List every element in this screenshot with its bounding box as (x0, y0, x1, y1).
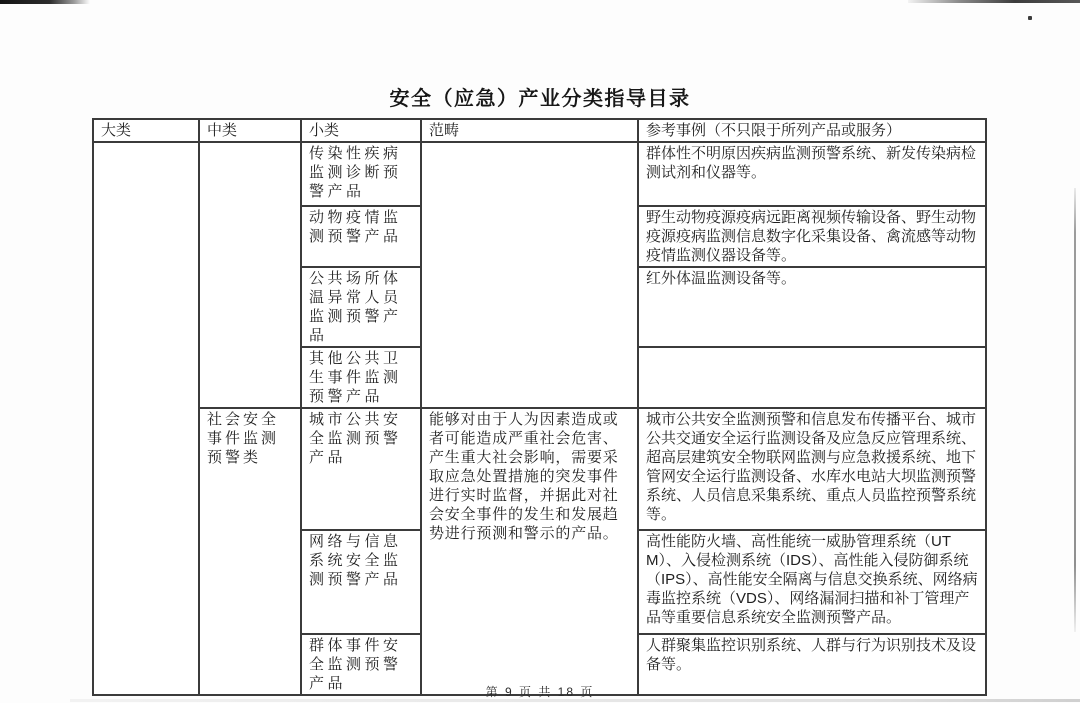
page-title: 安全（应急）产业分类指导目录 (389, 88, 691, 110)
cell-middle-category: 社会安全事件监测预警类 (199, 408, 301, 695)
cell-scope-empty (421, 142, 638, 408)
column-header-middle-category: 中类 (199, 119, 301, 142)
scan-artifact-top-left (0, 0, 90, 4)
cell-examples: 野生动物疫源疫病远距离视频传输设备、野生动物疫源疫病监测信息数字化采集设备、禽流感等动物疫情监测仪器设备等。 (638, 206, 986, 267)
scan-artifact-top-right (908, 0, 1080, 3)
page-number: 第 9 页 共 18 页 (485, 685, 595, 699)
cell-examples: 红外体温监测设备等。 (638, 267, 986, 347)
cell-examples: 群体性不明原因疾病监测预警系统、新发传染病检测试剂和仪器等。 (638, 142, 986, 206)
cell-examples: 人群聚集监控识别系统、人群与行为识别技术及设备等。 (638, 634, 986, 695)
column-header-sub-category: 小类 (301, 119, 421, 142)
cell-sub-category: 公共场所体温异常人员监测预警产品 (301, 267, 421, 347)
cell-examples: 城市公共安全监测预警和信息发布传播平台、城市公共交通安全运行监测设备及应急反应管理系统、超高层建筑安全物联网监测与应急救援系统、地下管网安全运行监测设备、水库水电站大坝监测预警系统、人员信息采集系统、重点人员监控预警系统等。 (638, 408, 986, 530)
classification-table (92, 118, 987, 696)
table-header-row (93, 119, 986, 142)
scan-page-edge-line (1074, 188, 1076, 632)
cell-major-category (93, 142, 199, 695)
cell-examples (638, 347, 986, 408)
table-row (93, 142, 986, 206)
cell-middle-category-empty (199, 142, 301, 408)
cell-sub-category: 网络与信息系统安全监测预警产品 (301, 530, 421, 634)
cell-sub-category: 其他公共卫生事件监测预警产品 (301, 347, 421, 408)
scan-speck (1028, 16, 1032, 20)
column-header-scope: 范畴 (421, 119, 638, 142)
column-header-major-category: 大类 (93, 119, 199, 142)
cell-scope: 能够对由于人为因素造成或者可能造成严重社会危害、产生重大社会影响，需要采取应急处置措施的突发事件进行实时监督，并据此对社会安全事件的发生和发展趋势进行预测和警示的产品。 (421, 408, 638, 695)
table-row (93, 408, 986, 530)
cell-examples: 高性能防火墙、高性能统一威胁管理系统（UTM）、入侵检测系统（IDS）、高性能入侵防御系统（IPS）、高性能安全隔离与信息交换系统、网络病毒监控系统（VDS）、网络漏洞扫描和补丁管理产品等重要信息系统安全监测预警产品。 (638, 530, 986, 634)
cell-sub-category: 城市公共安全监测预警产品 (301, 408, 421, 530)
cell-sub-category: 群体事件安全监测预警产品 (301, 634, 421, 695)
column-header-examples: 参考事例（不只限于所列产品或服务） (638, 119, 986, 142)
cell-sub-category: 传染性疾病监测诊断预警产品 (301, 142, 421, 206)
cell-sub-category: 动物疫情监测预警产品 (301, 206, 421, 267)
